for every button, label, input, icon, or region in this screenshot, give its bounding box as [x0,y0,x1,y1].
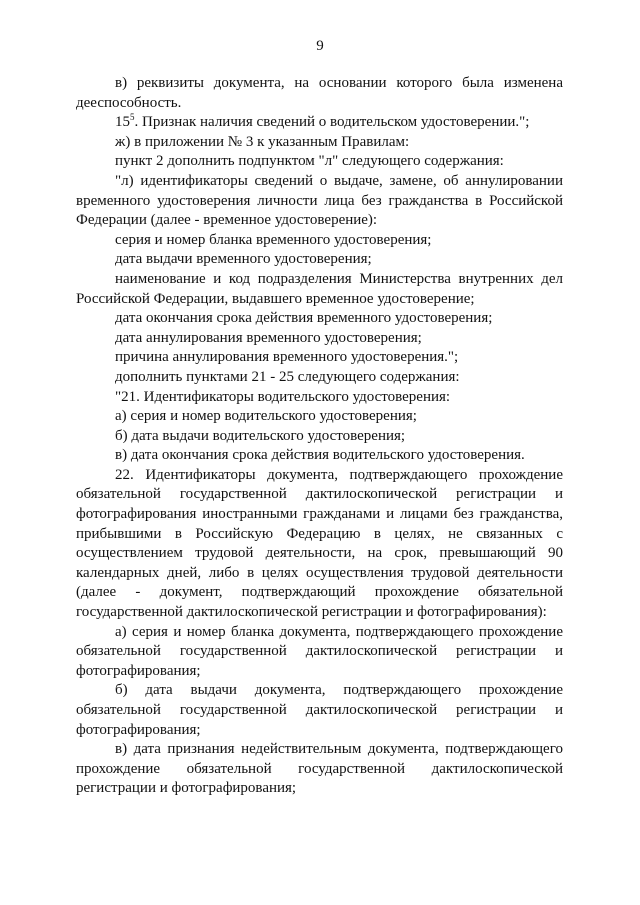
paragraph: в) дата признания недействительным документа, подтверждающего прохождение обязательной государственной дактилоскопической регистрации и фотографирования; [76,741,563,797]
paragraph: б) дата выдачи водительского удостоверения; [115,427,406,444]
paragraph: ж) в приложении № 3 к указанным Правилам: [115,133,410,150]
paragraph: в) реквизиты документа, на основании которого была изменена дееспособность. [76,75,563,111]
paragraph: дата аннулирования временного удостоверения; [115,329,422,346]
paragraph: а) серия и номер бланка документа, подтверждающего прохождение обязательной государственной дактилоскопической регистрации и фотографирования; [76,623,563,679]
paragraph: дата окончания срока действия временного удостоверения; [115,310,493,327]
paragraph: в) дата окончания срока действия водительского удостоверения. [115,447,525,464]
paragraph: пункт 2 дополнить подпунктом "л" следующего содержания: [115,153,504,170]
paragraph: 22. Идентификаторы документа, подтверждающего прохождение обязательной государственной дактилоскопической регистрации и фотографирования иностранными гражданами и лицами без гражданства, прибывшими в Российскую Федерацию в целях, не связанных с осуществлением трудовой деятельности, на срок, превышающий 90 календарных дней, либо в целях осуществления трудовой деятельности (далее - документ, подтверждающий прохождение обязательной государственной дактилоскопической регистрации и фотографирования): [76,466,563,621]
page-number: 9 [316,38,324,54]
paragraph-text: 15 [115,114,130,131]
paragraph: дополнить пунктами 21 - 25 следующего содержания: [115,368,460,385]
paragraph: "21. Идентификаторы водительского удостоверения: [115,388,451,405]
paragraph: б) дата выдачи документа, подтверждающего прохождение обязательной государственной дактилоскопической регистрации и фотографирования; [76,682,563,738]
paragraph: причина аннулирования временного удостоверения."; [115,349,459,366]
paragraph: наименование и код подразделения Министерства внутренних дел Российской Федерации, выдавшего временное удостоверение; [76,270,563,307]
paragraph: серия и номер бланка временного удостоверения; [115,231,432,248]
document-body [76,74,563,799]
superscript: 5 [130,112,135,123]
paragraph: "л) идентификаторы сведений о выдаче, замене, об аннулировании временного удостоверения личности лица без гражданства в Российской Федерации (далее - временное удостоверение): [76,172,563,229]
paragraph: дата выдачи временного удостоверения; [115,251,372,268]
paragraph [76,113,563,133]
paragraph: а) серия и номер водительского удостоверения; [115,408,417,425]
paragraph-text: . Признак наличия сведений о водительском удостоверении."; [134,114,530,131]
